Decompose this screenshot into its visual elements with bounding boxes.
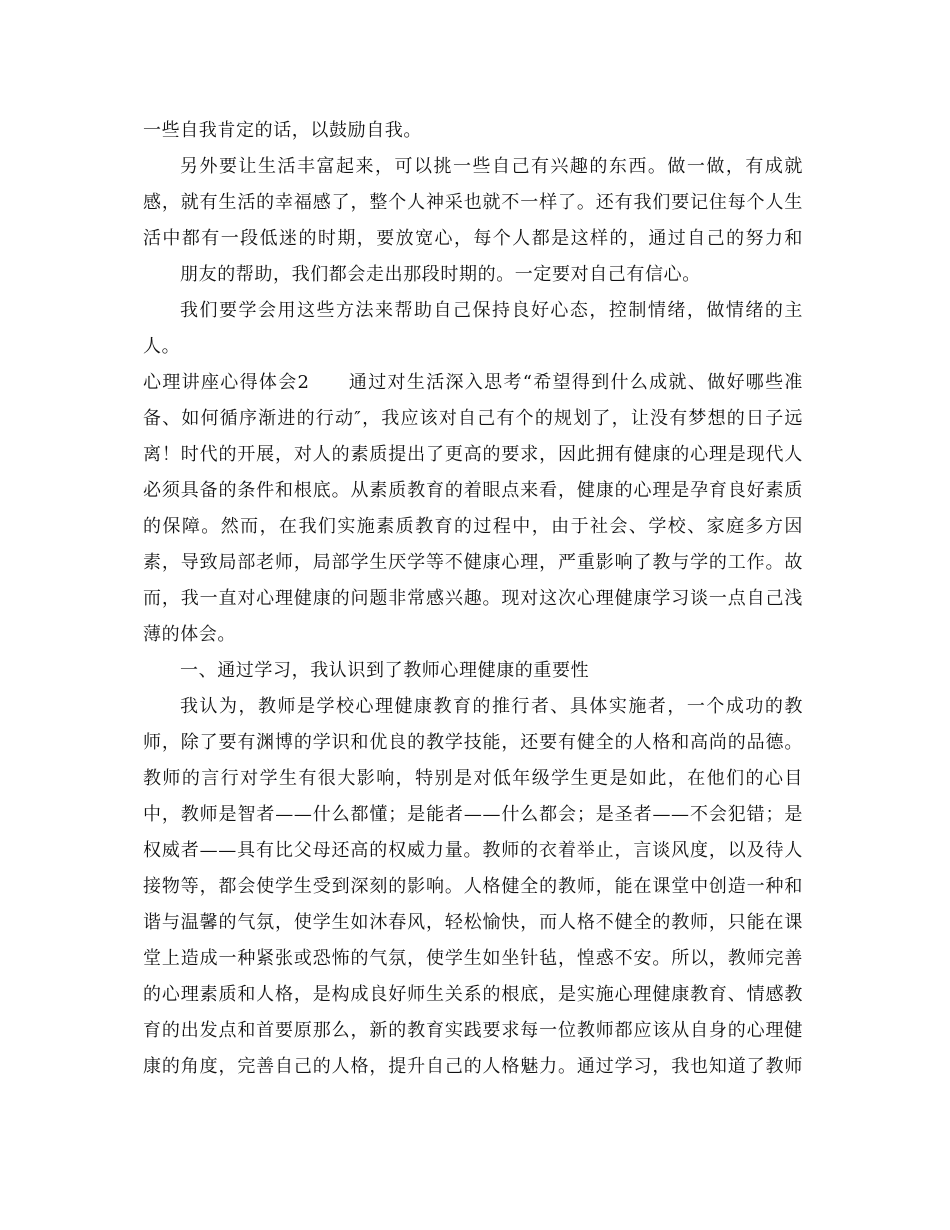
- text-line: 一、通过学习，我认识到了教师心理健康的重要性: [180, 660, 590, 681]
- text-line: 而，我一直对心理健康的问题非常感兴趣。现对这次心理健康学习谈一点自己浅: [143, 588, 803, 609]
- text-line: 堂上造成一种紧张或恐怖的气氛，使学生如坐针毡，惶惑不安。所以，教师完善: [143, 948, 803, 969]
- text-line: 的保障。然而，在我们实施素质教育的过程中，由于社会、学校、家庭多方因: [143, 516, 803, 537]
- text-line: 人。: [143, 336, 181, 357]
- text-line: 的心理素质和人格，是构成良好师生关系的根底，是实施心理健康教育、情感教: [143, 984, 803, 1005]
- text-line: 朋友的帮助，我们都会走出那段时期的。一定要对自己有信心。: [180, 264, 701, 285]
- text-line: 师，除了要有渊博的学识和优良的教学技能，还要有健全的人格和高尚的品德。: [143, 732, 803, 753]
- text-line: 活中都有一段低迷的时期，要放宽心，每个人都是这样的，通过自己的努力和: [143, 228, 803, 249]
- text-line: 素，导致局部老师，局部学生厌学等不健康心理，严重影响了教与学的工作。故: [143, 552, 803, 573]
- text-line: 另外要让生活丰富起来，可以挑一些自己有兴趣的东西。做一做，有成就: [180, 156, 803, 177]
- text-line: 心理讲座心得体会2 通过对生活深入思考“希望得到什么成就、做好哪些准: [143, 372, 803, 393]
- text-line: 必须具备的条件和根底。从素质教育的着眼点来看，健康的心理是孕育良好素质: [143, 480, 803, 501]
- text-line: 权威者——具有比父母还高的权威力量。教师的衣着举止，言谈风度，以及待人: [143, 840, 803, 861]
- text-line: 薄的体会。: [143, 624, 236, 645]
- text-line: 备、如何循序渐进的行动″，我应该对自己有个的规划了，让没有梦想的日子远: [143, 408, 803, 429]
- text-line: 谐与温馨的气氛，使学生如沐春风，轻松愉快，而人格不健全的教师，只能在课: [143, 912, 803, 933]
- text-line: 一些自我肯定的话，以鼓励自我。: [143, 120, 422, 141]
- text-line: 中，教师是智者——什么都懂；是能者——什么都会；是圣者——不会犯错；是: [143, 804, 803, 825]
- text-line: 教师的言行对学生有很大影响，特别是对低年级学生更是如此，在他们的心目: [143, 768, 803, 789]
- document-body: [143, 113, 803, 1085]
- text-line: 离！时代的开展，对人的素质提出了更高的要求，因此拥有健康的心理是现代人: [143, 444, 803, 465]
- text-line: 育的出发点和首要原那么，新的教育实践要求每一位教师都应该从自身的心理健: [143, 1020, 803, 1041]
- text-line: 我们要学会用这些方法来帮助自己保持良好心态，控制情绪，做情绪的主: [180, 300, 803, 321]
- text-line: 康的角度，完善自己的人格，提升自己的人格魅力。通过学习，我也知道了教师: [143, 1056, 803, 1077]
- text-line: 感，就有生活的幸福感了，整个人神采也就不一样了。还有我们要记住每个人生: [143, 192, 803, 213]
- text-line: 接物等，都会使学生受到深刻的影响。人格健全的教师，能在课堂中创造一种和: [143, 876, 803, 897]
- text-line: 我认为，教师是学校心理健康教育的推行者、具体实施者，一个成功的教: [180, 696, 803, 717]
